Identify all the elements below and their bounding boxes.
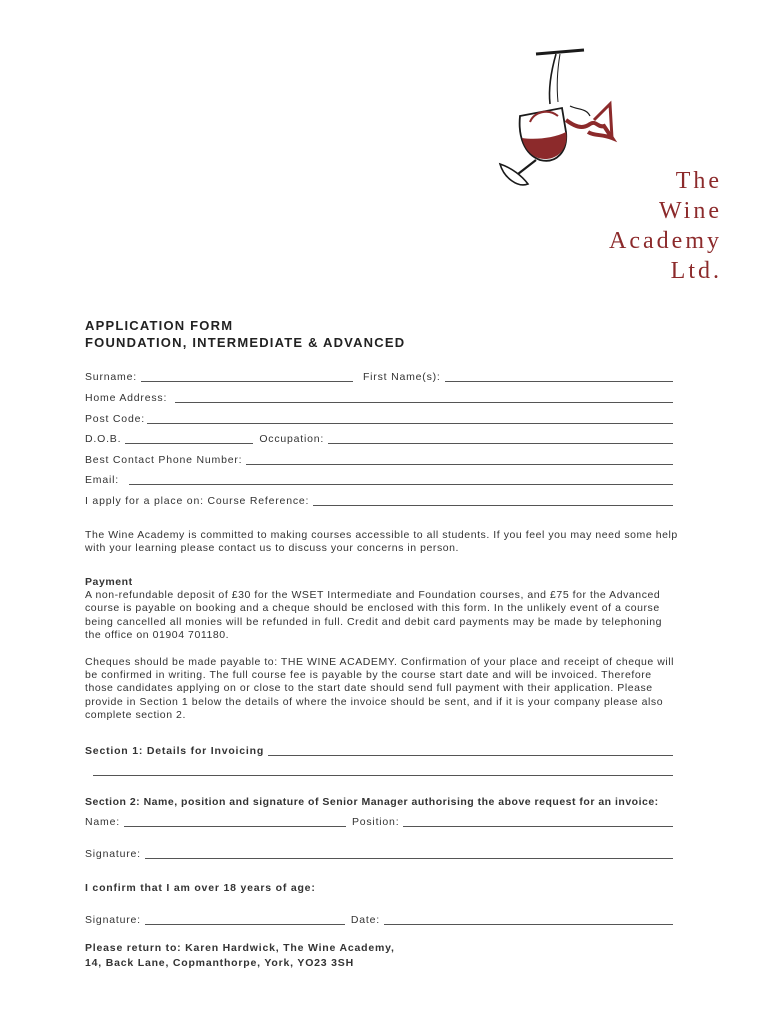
applicant-signature-row [85, 912, 673, 926]
applicant-signature-field[interactable] [145, 914, 345, 925]
form-title-line2: FOUNDATION, INTERMEDIATE & ADVANCED [85, 335, 406, 350]
invoice-details-field[interactable] [268, 745, 673, 756]
section1-row-2 [85, 763, 673, 777]
logo-line-ltd: Ltd. [670, 258, 722, 284]
home-address-row [85, 390, 673, 404]
logo-line-academy: Academy [609, 228, 722, 254]
phone-label: Best Contact Phone Number: [85, 454, 243, 466]
dob-occupation-row [85, 431, 673, 445]
post-code-field[interactable] [147, 413, 673, 424]
applicant-signature-label: Signature: [85, 914, 141, 926]
home-address-label: Home Address: [85, 392, 168, 404]
section1-label: Section 1: Details for Invoicing [85, 745, 265, 757]
manager-name-row [85, 814, 673, 828]
home-address-field[interactable] [175, 392, 673, 403]
invoice-details-field-2[interactable] [93, 765, 673, 776]
payment-section [85, 576, 679, 642]
manager-signature-label: Signature: [85, 848, 141, 860]
logo-line-wine: Wine [658, 198, 722, 224]
payment-text: A non-refundable deposit of £30 for the WSET Intermediate and Foundation courses, and £75 for the Advanced course is payable on booking and a cheque should be enclosed with this form. In the unlikely event of a course being cancelled all monies will be refunded in full. Credit and debit card payments may be made by telephoning the office on 01904 701180. [85, 589, 663, 641]
email-field[interactable] [129, 474, 673, 485]
section2-heading-row [85, 794, 673, 808]
surname-label: Surname: [85, 371, 137, 383]
dob-label: D.O.B. [85, 433, 122, 445]
manager-name-label: Name: [85, 816, 120, 828]
date-label: Date: [350, 914, 380, 926]
section1-row [85, 743, 673, 757]
manager-name-field[interactable] [124, 816, 346, 827]
return-address [85, 941, 679, 971]
payment-heading: Payment [85, 576, 133, 588]
email-row [85, 472, 673, 486]
age-confirmation-row [85, 880, 673, 894]
manager-signature-field[interactable] [145, 848, 673, 859]
cheques-text: Cheques should be made payable to: THE WINE ACADEMY. Confirmation of your place and receipt of cheque will be confirmed in writing. The full course fee is payable by the course start date and will be invoiced. Therefore those candidates applying on or close to the start date should send full payment with their application. Please provide in Section 1 below the details of where the invoice should be sent, and if it is your company please also complete section 2. [85, 656, 675, 721]
post-code-label: Post Code: [85, 413, 145, 425]
commitment-text: The Wine Academy is committed to making courses accessible to all students. If you feel you may need some help with your learning please contact us to discuss your concerns in person. [85, 529, 678, 555]
manager-signature-row [85, 846, 673, 860]
form-title-line1: APPLICATION FORM [85, 318, 234, 333]
section2-heading: Section 2: Name, position and signature of Senior Manager authorising the above request for an invoice: [85, 796, 659, 808]
position-field[interactable] [403, 816, 673, 827]
first-name-field[interactable] [445, 371, 673, 382]
position-label: Position: [351, 816, 400, 828]
course-row [85, 493, 673, 507]
course-reference-field[interactable] [313, 495, 673, 506]
commitment-paragraph [85, 529, 679, 555]
logo-line-the: The [675, 168, 722, 194]
return-address-line2: 14, Back Lane, Copmanthorpe, York, YO23 3SH [85, 957, 354, 969]
surname-row [85, 369, 673, 383]
phone-row [85, 452, 673, 466]
form-title [85, 317, 405, 351]
company-logo-text [609, 166, 722, 286]
surname-field[interactable] [141, 371, 353, 382]
dob-field[interactable] [125, 433, 253, 444]
phone-field[interactable] [246, 454, 673, 465]
cheques-paragraph [85, 656, 679, 722]
first-name-label: First Name(s): [362, 371, 441, 383]
occupation-field[interactable] [328, 433, 673, 444]
occupation-label: Occupation: [259, 433, 325, 445]
date-field[interactable] [384, 914, 673, 925]
return-address-line1: Please return to: Karen Hardwick, The Wine Academy, [85, 942, 395, 954]
age-confirmation-heading: I confirm that I am over 18 years of age: [85, 882, 316, 894]
course-label: I apply for a place on: Course Reference: [85, 495, 310, 507]
email-label: Email: [85, 474, 119, 486]
post-code-row [85, 411, 673, 425]
